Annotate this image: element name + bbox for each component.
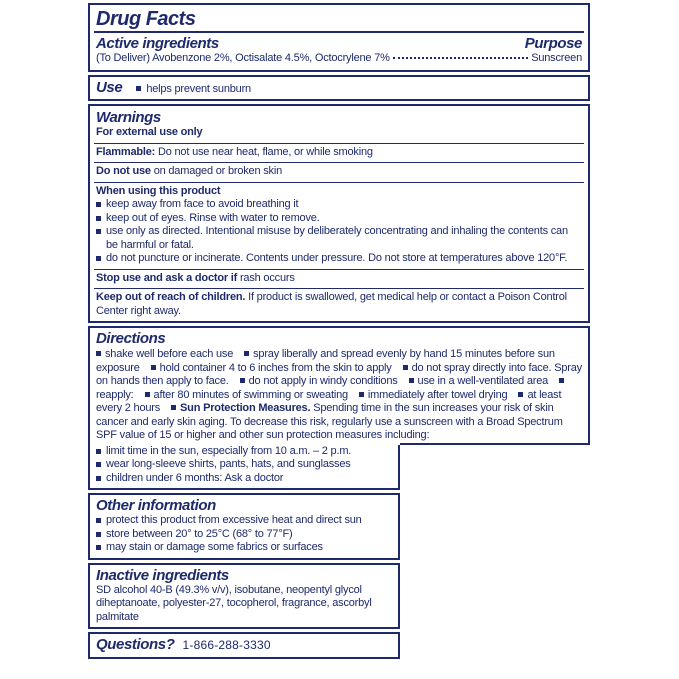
- ingredient-purpose-line: [90, 52, 588, 70]
- bullet-text: protect this product from excessive heat and direct sun: [106, 514, 362, 526]
- sun-protection-text: Spending time in the sun increases your risk of skin cancer and early skin aging. To decrease this risk, regularly use a sunscreen with a Broad Spectrum SPF value of 15 or higher and other sun protection measures including:: [96, 402, 563, 441]
- bullet-text: limit time in the sun, especially from 10 a.m. – 2 p.m.: [106, 444, 352, 457]
- section-questions: [88, 632, 400, 659]
- flammable-row: [94, 144, 584, 164]
- bullet-item: [96, 225, 582, 252]
- do-not-use-row: [94, 163, 584, 183]
- inline-bullet-text: after 80 minutes of swimming or sweating: [153, 388, 348, 401]
- keep-out-row: [94, 289, 584, 321]
- bullet-item: [96, 472, 392, 486]
- square-bullet-icon: [518, 392, 523, 397]
- inline-bullet-item: [96, 348, 233, 360]
- directions-heading: Directions: [96, 330, 166, 347]
- questions-row: [90, 634, 398, 657]
- bullet-item: [96, 458, 392, 472]
- inline-bullet-text: do not spray directly into face. Spray on hands then apply to face.: [96, 361, 582, 387]
- purpose-heading: Purpose: [524, 35, 582, 52]
- section-header: [88, 3, 590, 72]
- bullet-item: [96, 198, 582, 212]
- square-bullet-icon: [559, 378, 564, 383]
- bullet-text: may stain or damage some fabrics or surfaces: [106, 541, 323, 553]
- inline-bullet-item: [359, 389, 508, 401]
- directions-step-border: [400, 443, 588, 445]
- inactive-ingredients-text: SD alcohol 40-B (49.3% v/v), isobutane, neopentyl glycol diheptanoate, polyester-27, tocopherol, fragrance, ascorbyl palmitate: [96, 583, 372, 623]
- questions-phone: 1-866-288-3330: [182, 638, 271, 652]
- inline-bullet-text: shake well before each use: [105, 348, 234, 360]
- square-bullet-icon: [96, 351, 101, 356]
- square-bullet-icon: [96, 545, 101, 550]
- bullet-text: wear long-sleeve shirts, pants, hats, and sunglasses: [106, 458, 351, 470]
- square-bullet-icon: [96, 532, 101, 537]
- inline-bullet-text: spray liberally and spread evenly by hand 15 minutes before sun exposure: [96, 348, 555, 374]
- inline-bullet-item: [151, 362, 392, 374]
- inline-bullet-text: do not apply in windy conditions: [248, 375, 398, 387]
- square-bullet-icon: [359, 392, 364, 397]
- square-bullet-icon: [96, 518, 101, 523]
- square-bullet-icon: [96, 216, 101, 221]
- other-information-list: [90, 514, 398, 558]
- square-bullet-icon: [145, 392, 150, 397]
- do-not-use-label: Do not use: [96, 165, 151, 177]
- inline-bullet-item: [145, 389, 348, 401]
- drug-facts-label: [88, 3, 590, 662]
- ingredient-names: (To Deliver) Avobenzone 2%, Octisalate 4.5%, Octocrylene 7%: [96, 52, 390, 64]
- square-bullet-icon: [96, 476, 101, 481]
- questions-heading: Questions?: [96, 636, 175, 653]
- external-use-text: For external use only: [96, 126, 203, 138]
- directions-block-list: [96, 445, 392, 486]
- bullet-item: [96, 528, 392, 542]
- inactive-ingredients-heading: Inactive ingredients: [96, 566, 229, 584]
- use-bullet: [136, 83, 251, 97]
- bullet-item: [96, 514, 392, 528]
- other-information-heading: Other information: [96, 497, 216, 514]
- square-bullet-icon: [96, 229, 101, 234]
- active-ingredients-heading: Active ingredients: [96, 35, 219, 52]
- bullet-text: keep out of eyes. Rinse with water to remove.: [106, 211, 320, 224]
- directions-flow: [90, 348, 588, 445]
- when-using-heading: When using this product: [96, 184, 221, 197]
- dotted-leader: [393, 57, 529, 59]
- section-warnings: [88, 104, 590, 323]
- stop-use-row: [94, 270, 584, 290]
- bullet-item: [96, 541, 392, 555]
- use-heading: Use: [96, 78, 123, 96]
- warnings-heading: Warnings: [96, 109, 161, 126]
- flammable-text: Do not use near heat, flame, or while smoking: [158, 145, 373, 158]
- when-using-list: [96, 198, 582, 266]
- section-directions: [88, 326, 590, 490]
- square-bullet-icon: [409, 378, 414, 383]
- square-bullet-icon: [244, 351, 249, 356]
- purpose-value: Sunscreen: [531, 52, 582, 64]
- bullet-text: keep away from face to avoid breathing it: [106, 198, 299, 210]
- use-row: [90, 77, 588, 100]
- keep-out-label: Keep out of reach of children.: [96, 291, 246, 303]
- bullet-text: store between 20° to 25°C (68° to 77°F): [106, 527, 293, 540]
- inline-bullet-text: reapply:: [96, 388, 134, 401]
- inline-bullet-text: at least every 2 hours: [96, 388, 562, 414]
- square-bullet-icon: [96, 449, 101, 454]
- warnings-heading-row: [94, 106, 584, 144]
- inline-bullet-text: use in a well-ventilated area: [417, 375, 549, 387]
- use-text: helps prevent sunburn: [146, 82, 251, 95]
- inline-bullet-item: [409, 375, 549, 387]
- square-bullet-icon: [151, 365, 156, 370]
- square-bullet-icon: [171, 405, 176, 410]
- do-not-use-text: on damaged or broken skin: [153, 165, 283, 177]
- square-bullet-icon: [240, 378, 245, 383]
- square-bullet-icon: [136, 86, 141, 91]
- section-other-information: [88, 493, 400, 560]
- drug-facts-title: Drug Facts: [96, 8, 196, 30]
- bullet-text: use only as directed. Intentional misuse by deliberately concentrating and inhaling the contents can be harmful or fatal.: [106, 225, 568, 251]
- inline-bullet-text: immediately after towel drying: [367, 388, 508, 401]
- square-bullet-icon: [403, 365, 408, 370]
- directions-wide-area: [88, 326, 590, 445]
- when-using-row: [94, 183, 584, 270]
- stop-use-text: rash occurs: [239, 271, 295, 284]
- bullet-item: [96, 212, 582, 226]
- section-use: [88, 75, 590, 102]
- stop-use-label: Stop use and ask a doctor if: [96, 271, 238, 284]
- bullet-text: do not puncture or incinerate. Contents under pressure. Do not store at temperatures above 120°F.: [106, 252, 568, 264]
- inline-bullet-item: [240, 375, 398, 387]
- active-ingredients-row: [90, 33, 588, 52]
- keep-out-text: If product is swallowed, get medical help or contact a Poison Control Center right away.: [96, 291, 567, 317]
- inline-bullet-text: hold container 4 to 6 inches from the skin to apply: [159, 361, 392, 374]
- flammable-label: Flammable:: [96, 145, 156, 158]
- bullet-item: [96, 252, 582, 266]
- square-bullet-icon: [96, 462, 101, 467]
- directions-narrow-area: [88, 445, 400, 491]
- square-bullet-icon: [96, 202, 101, 207]
- square-bullet-icon: [96, 256, 101, 261]
- bullet-item: [96, 445, 392, 459]
- section-inactive-ingredients: [88, 563, 400, 630]
- sun-protection-label: Sun Protection Measures.: [180, 402, 311, 414]
- bullet-text: children under 6 months: Ask a doctor: [106, 471, 284, 484]
